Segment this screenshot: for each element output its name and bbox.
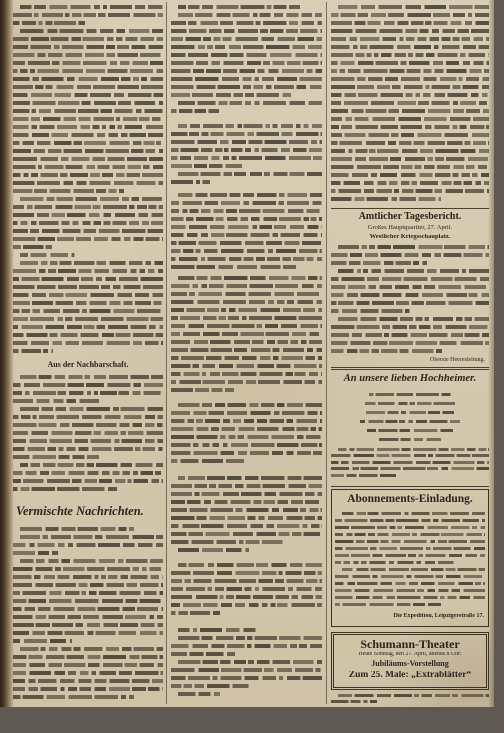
text-line [331,325,489,328]
text-line [13,293,163,296]
text-line [171,411,322,414]
text-line [342,512,485,515]
abonnement-heading: Abonnements-Einladung. [347,494,473,505]
text-line [13,623,163,626]
text-line [331,125,489,128]
text-line [13,221,163,224]
text-line [331,53,489,56]
text-line [171,265,296,268]
text-line [335,519,485,522]
section-divider [331,486,489,487]
text-line [20,527,134,530]
text-line [335,554,485,557]
text-line [171,652,235,655]
text-line [331,181,489,184]
article-text [331,446,489,484]
text-line [178,172,322,175]
text-line [367,429,454,433]
text-line [171,140,322,143]
text-line [13,13,163,16]
text-line [178,193,322,196]
text-line [171,37,322,40]
text-line [178,101,322,104]
text-line [171,29,322,32]
text-line [20,535,163,538]
text-line [335,596,485,599]
text-line [331,165,489,168]
text-line [331,21,489,24]
text-line [171,308,322,311]
article-text [171,561,322,623]
text-line [171,684,249,687]
text-line [13,213,163,216]
text-line [331,189,489,192]
text-line [13,423,163,426]
text-line [331,13,489,16]
text-line [171,676,322,679]
text-line [331,467,489,470]
text-line [13,173,163,176]
text-line [171,372,322,375]
text-line [171,380,322,383]
text-line [13,341,163,344]
text-line [13,149,163,152]
text-line [178,476,322,479]
theater-name: Schumann-Theater [360,638,460,650]
text-line [335,540,485,543]
text-line [13,695,134,698]
text-line [13,447,163,450]
text-line [13,45,163,48]
text-line [171,524,322,527]
text-line [178,403,322,406]
text-line [171,508,322,511]
text-line [178,692,223,695]
text-line [331,109,489,112]
text-line [171,69,322,72]
text-line [13,391,163,394]
text-line [171,451,322,454]
text-line [171,500,322,503]
text-line [13,37,163,40]
text-line [13,141,163,144]
text-line [171,61,322,64]
text-line [13,133,163,136]
text-line [171,332,322,335]
text-line [369,393,450,397]
text-line [20,375,163,378]
text-line [171,85,322,88]
text-line [178,13,322,16]
text-line [20,407,163,410]
text-line [13,599,163,602]
text-line [342,568,485,571]
text-line [13,479,163,482]
text-line [331,101,489,104]
article-text [331,243,489,356]
text-line [171,435,322,438]
text-line [13,349,53,352]
article-text [13,525,163,703]
text-line [13,631,163,634]
text-line [20,197,163,200]
text-line [171,21,322,24]
theater-feature: Zum 25. Male: „Extrablätter“ [348,671,472,680]
text-line [13,325,163,328]
text-line [178,548,249,551]
text-line [13,301,163,304]
text-line [338,448,489,451]
text-line [331,117,489,120]
article-text [171,401,322,471]
tagesbericht-signature: Oberste Heeresleitung. [430,357,485,363]
text-line [171,77,322,80]
text-line [171,292,322,295]
text-line [171,492,322,495]
article-text [13,3,163,358]
text-line [171,611,220,614]
text-line [13,165,163,168]
text-line [331,149,489,152]
text-line [171,148,322,151]
text-line [13,551,58,554]
theater-date-line: Heute Sonntag, den 27. April, abends 8 Uhr: [358,652,462,657]
text-line [171,324,322,327]
text-line [335,526,485,529]
section-divider [331,208,489,209]
text-line [171,532,322,535]
text-line [20,559,163,562]
poem-text [335,390,485,444]
article-text [335,510,485,610]
text-line [171,516,322,519]
text-line [13,671,163,674]
text-line [13,679,163,682]
text-line [171,257,322,260]
text-line [331,349,442,352]
text-line [13,615,163,618]
section-heading-nachbarschaft: Aus der Nachbarschaft. [47,361,129,369]
text-line [331,700,377,703]
text-line [178,5,300,8]
text-line [13,53,163,56]
text-line [331,333,489,336]
tagesbericht-dateline: Großes Hauptquartier, 27. April. [367,225,453,231]
article-text [171,122,322,188]
text-line [20,5,163,8]
text-line [331,277,489,280]
text-line [13,317,163,320]
text-line [171,249,322,252]
text-line [171,459,244,462]
text-line [13,245,52,248]
text-line [331,253,489,256]
text-line [171,316,322,319]
text-line [331,293,489,296]
text-line [331,197,441,200]
text-line [171,164,242,167]
section-divider [331,367,489,368]
text-line [331,69,489,72]
text-line [13,229,163,232]
text-line [20,463,163,466]
text-line [171,571,322,574]
text-line [335,547,485,550]
text-line [13,583,163,586]
text-line [13,663,163,666]
text-line [379,438,441,442]
text-line [335,603,441,606]
text-line [171,668,322,671]
text-line [331,309,410,312]
text-line [171,644,322,647]
theater-event: Jubiläums-Vorstellung [371,660,449,668]
text-line [171,53,322,56]
text-line [338,245,489,248]
text-line [331,77,489,80]
text-line [13,591,163,594]
tagesbericht-subheading: Westlicher Kriegsschauplatz. [369,234,451,240]
article-text [13,373,163,499]
text-line [13,21,85,24]
article-text [171,474,322,558]
column-rule [166,2,167,704]
text-line [13,607,163,610]
text-line [171,595,322,598]
article-text [171,191,322,271]
text-line [335,575,485,578]
text-line [13,567,163,570]
text-line [178,636,322,639]
text-line [13,77,163,80]
text-line [178,660,322,663]
text-line [331,29,489,32]
text-line [13,333,163,336]
text-line [20,261,163,264]
text-line [13,415,163,418]
text-line [335,533,485,536]
section-heading-vermischtes: Vermischte Nachrichten. [16,505,144,518]
text-line [20,29,163,32]
text-line [171,340,322,343]
text-line [171,300,322,303]
text-line [13,285,163,288]
text-line [171,364,322,367]
text-line [338,317,489,320]
text-line [171,156,322,159]
text-line [171,201,322,204]
text-line [331,157,489,160]
text-line [171,388,234,391]
text-line [171,180,210,183]
text-line [13,117,163,120]
section-divider [331,369,489,370]
text-line [13,543,163,546]
imprint-text [331,692,489,705]
text-line [13,277,163,280]
article-text [331,3,489,205]
text-line [331,93,489,96]
text-line [13,181,163,184]
text-line [13,487,120,490]
text-line [171,587,322,590]
text-line [335,589,485,592]
text-line [13,471,163,474]
text-line [171,484,322,487]
text-line [13,269,163,272]
text-line [13,399,99,402]
text-line [13,101,163,104]
text-line [178,628,256,631]
text-line [13,125,163,128]
text-line [331,133,489,136]
text-line [13,431,163,434]
text-line [171,45,322,48]
text-line [365,402,456,406]
text-line [13,575,163,578]
text-line [171,132,322,135]
text-line [171,93,291,96]
text-line [331,454,489,457]
text-line [13,655,163,658]
text-line [13,85,163,88]
text-line [360,420,461,424]
text-line [366,411,454,415]
text-line [13,383,163,386]
text-line [171,209,322,212]
text-line [335,582,485,585]
text-line [331,141,489,144]
text-line [13,439,163,442]
text-line [331,301,489,304]
tagesbericht-heading: Amtlicher Tagesbericht. [358,212,462,222]
text-line [13,455,101,458]
text-line [13,309,163,312]
text-line [13,93,163,96]
text-line [171,356,322,359]
text-line [13,61,163,64]
text-line [331,37,489,40]
text-line [171,540,283,543]
text-line [171,603,322,606]
text-line [171,443,322,446]
text-line [20,253,75,256]
text-line [171,225,322,228]
text-line [331,474,398,477]
widmung-heading: An unsere lieben Hochheimer. [343,374,477,384]
text-line [338,694,489,697]
theater-ad-box [331,632,489,690]
text-line [171,284,322,287]
text-line [171,109,219,112]
text-line [171,217,322,220]
text-line [20,647,163,650]
text-line [331,341,489,344]
text-line [13,687,163,690]
text-line [178,124,322,127]
text-line [13,157,163,160]
text-line [171,419,322,422]
abonnement-signature: Die Expedition, Leipzigerstraße 17. [393,613,484,619]
text-line [338,5,489,8]
text-line [331,173,489,176]
text-line [331,61,489,64]
text-line [13,189,124,192]
abonnement-box [331,489,489,627]
text-line [335,561,454,564]
text-line [13,639,72,642]
text-line [331,461,489,464]
text-line [13,237,163,240]
text-line [171,427,322,430]
article-text [171,626,322,703]
text-line [171,241,322,244]
text-line [338,269,489,272]
text-line [331,45,489,48]
text-line [171,348,322,351]
text-line [331,261,427,264]
text-line [331,285,489,288]
page-binding-edge [0,0,14,707]
article-text [171,3,322,120]
text-line [171,233,322,236]
text-line [178,276,322,279]
article-text [171,274,322,398]
text-line [171,579,322,582]
column-rule [326,2,327,704]
text-line [13,205,163,208]
text-line [13,69,163,72]
text-line [13,109,163,112]
text-line [178,563,322,566]
text-line [331,85,489,88]
